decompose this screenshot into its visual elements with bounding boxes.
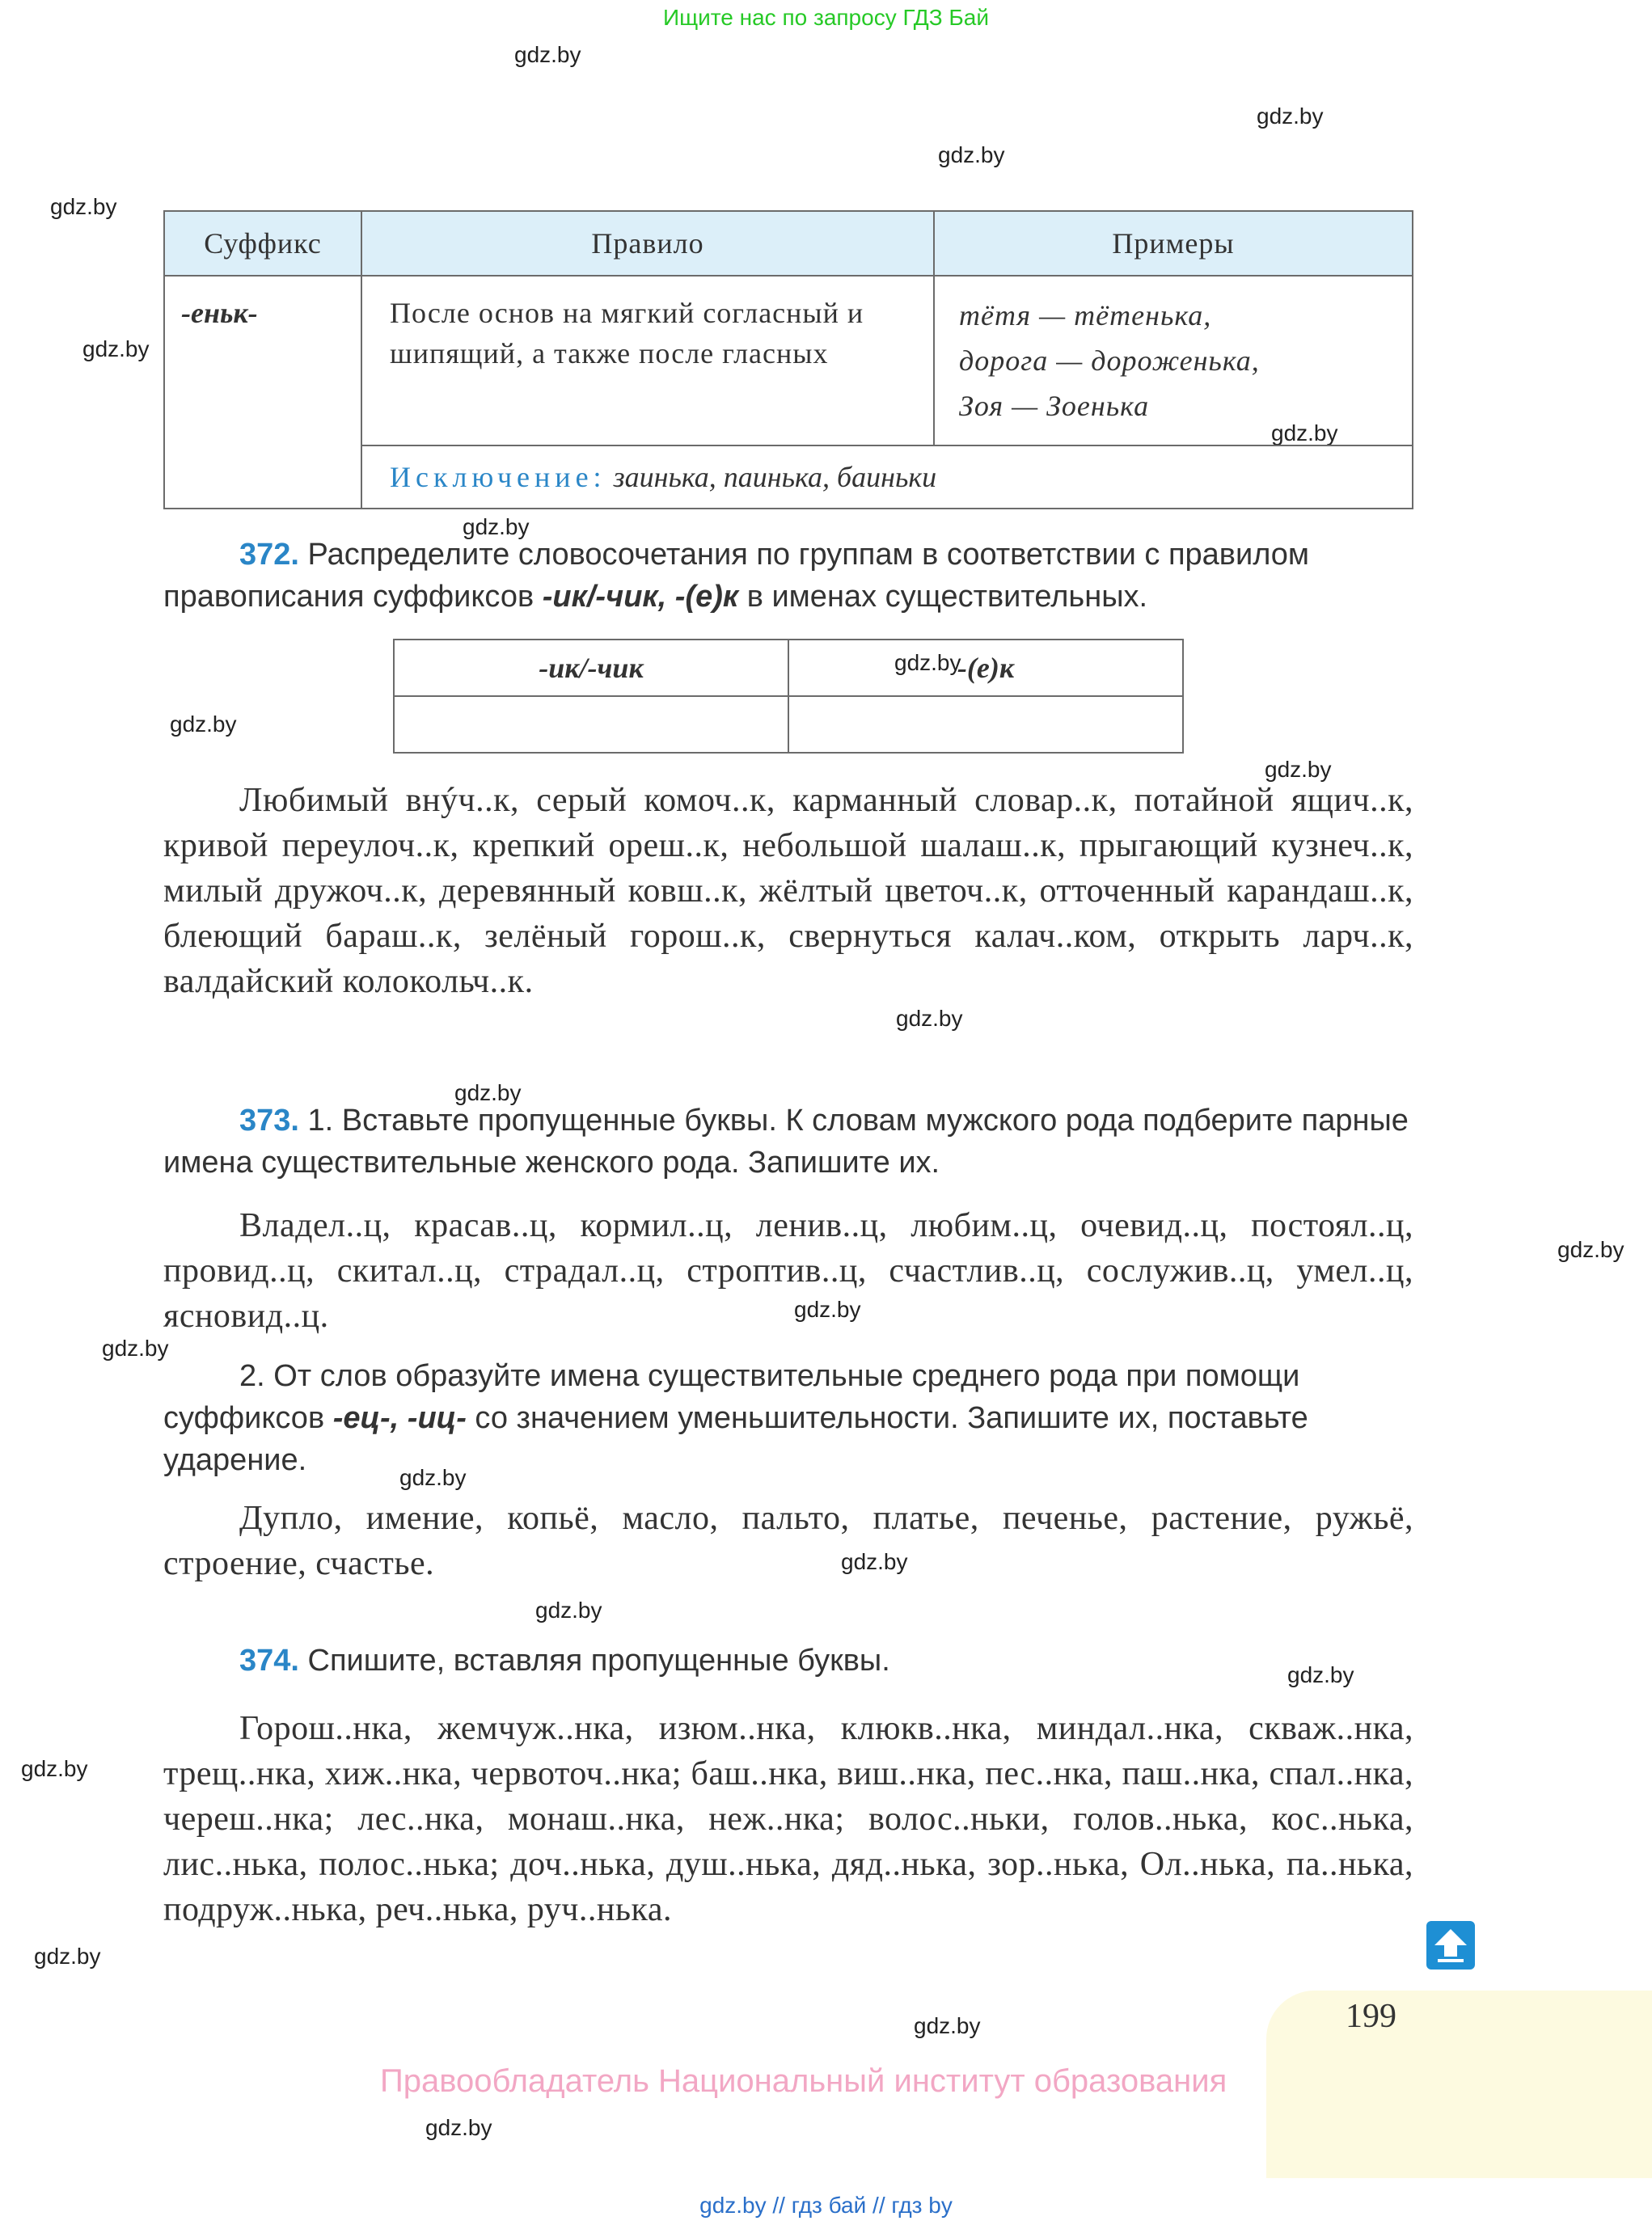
task-374-exercise: Горош..нка, жемчуж..нка, изюм..нка, клюкв..нка, миндал..нка, скваж..нка, трещ..нка, хиж..нка, червоточ..нка; баш..нка, виш..нка, пес..нка, паш..нка, спал..нка, череш..нка; лес..нка, монаш..нка, неж..нка; волос..ньки, голов..нька, кос..нька, лис..нька, полос..нька; доч..нька, душ..нька, дяд..нька, зор..нька, Ол..нька, па..нька, подруж..нька, реч..нька, руч..нька. — [163, 1710, 1413, 1928]
task-number: 373. — [239, 1104, 299, 1138]
task-number: 374. — [239, 1644, 299, 1678]
scroll-to-top-button[interactable] — [1426, 1921, 1475, 1970]
task-373-part1: 373. 1. Вставьте пропущенные буквы. К словам мужского рода подберите парные имена существительные женского рода. Запишите их. — [163, 1104, 1409, 1180]
watermark: gdz.by — [102, 1336, 169, 1361]
watermark: gdz.by — [454, 1080, 522, 1105]
watermark: gdz.by — [463, 514, 530, 539]
exception-words: заинька, паинька, баиньки — [613, 461, 937, 493]
watermark: gdz.by — [896, 1006, 963, 1031]
watermark: gdz.by — [170, 711, 237, 737]
watermark: gdz.by — [914, 2013, 981, 2038]
watermark: gdz.by — [1265, 757, 1332, 782]
example-line: тётя — тётенька, — [959, 299, 1212, 331]
watermark: gdz.by — [1271, 420, 1338, 445]
column-ek: -(е)к — [788, 640, 1183, 696]
task-373-exercise1: Владел..ц, красав..ц, кормил..ц, ленив..ц, любим..ц, очевид..ц, постоял..ц, провид..ц, скитал..ц, страдал..ц, строптив..ц, счастлив..ц, сослужив..ц, умел..ц, ясновид..ц. — [163, 1207, 1413, 1335]
task-373-exercise2: Дупло, имение, копьё, масло, пальто, платье, печенье, растение, ружьё, строение, счастье. — [163, 1500, 1413, 1582]
exception-label: Исключение: — [390, 461, 606, 493]
exception-cell — [361, 445, 1413, 509]
example-line: Зоя — Зоенька — [959, 390, 1150, 422]
task-373-part2: 2. От слов образуйте имена существительные среднего рода при помощи суффиксов -ец-, -иц- со значением уменьшительности. Запишите их, поставьте ударение. — [163, 1359, 1308, 1477]
watermark: gdz.by — [34, 1944, 101, 1969]
header-examples: Примеры — [934, 211, 1413, 276]
suffix-rule-table — [163, 210, 1413, 509]
watermark: gdz.by — [399, 1465, 467, 1490]
empty-cell — [788, 696, 1183, 753]
watermark: gdz.by — [82, 336, 150, 361]
header-suffix: Суффикс — [164, 211, 361, 276]
watermark: gdz.by — [514, 42, 581, 67]
watermark: gdz.by — [841, 1549, 908, 1574]
watermark: gdz.by — [1557, 1237, 1625, 1262]
page-corner — [1266, 1991, 1652, 2178]
copyright-notice: Правообладатель Национальный институт образования — [380, 2063, 1227, 2099]
top-banner[interactable]: Ищите нас по запросу ГДЗ Бай — [662, 5, 990, 30]
task-372-instruction: 372. Распределите словосочетания по группам в соответствии с правилом правописания суффиксов -ик/-чик, -(е)к в именах существительных. — [163, 538, 1310, 614]
watermark: gdz.by — [425, 2115, 492, 2140]
task-374-instruction: 374. Спишите, вставляя пропущенные буквы. — [239, 1644, 890, 1678]
watermark: gdz.by — [894, 650, 961, 675]
bottom-links[interactable]: gdz.by // гдз бай // гдз by — [699, 2193, 953, 2218]
watermark: gdz.by — [938, 142, 1005, 167]
suffix-highlight: -ец-, -иц- — [332, 1401, 467, 1435]
watermark: gdz.by — [1287, 1662, 1354, 1687]
watermark: gdz.by — [1257, 103, 1324, 129]
example-line: дорога — дороженька, — [959, 344, 1260, 377]
groups-table — [393, 639, 1184, 754]
task-372-exercise: Любимый внýч..к, серый комоч..к, карманный словар..к, потайной ящич..к, кривой переулоч..к, крепкий ореш..к, небольшой шалаш..к, прыгающий кузнеч..к, милый дружоч..к, деревянный ковш..к, жёлтый цветоч..к, отточенный карандаш..к, блеющий бараш..к, зелёный горош..к, свернуться калач..ком, открыть ларч..к, валдайский колокольч..к. — [163, 782, 1413, 1000]
column-ik-chik: -ик/-чик — [394, 640, 788, 696]
watermark: gdz.by — [50, 194, 117, 219]
watermark: gdz.by — [535, 1598, 602, 1623]
task-number: 372. — [239, 538, 299, 572]
suffix-highlight: -ик/-чик, -(е)к — [542, 580, 739, 614]
watermark: gdz.by — [21, 1756, 88, 1781]
arrow-up-icon — [1426, 1921, 1475, 1970]
empty-cell — [394, 696, 788, 753]
examples-cell — [934, 276, 1413, 445]
page-number: 199 — [1346, 1998, 1396, 2035]
rule-cell: После основ на мягкий согласный и шипящий, а также после гласных — [361, 276, 934, 445]
suffix-cell: -еньк- — [164, 276, 361, 509]
header-rule: Правило — [361, 211, 934, 276]
watermark: gdz.by — [794, 1297, 861, 1322]
